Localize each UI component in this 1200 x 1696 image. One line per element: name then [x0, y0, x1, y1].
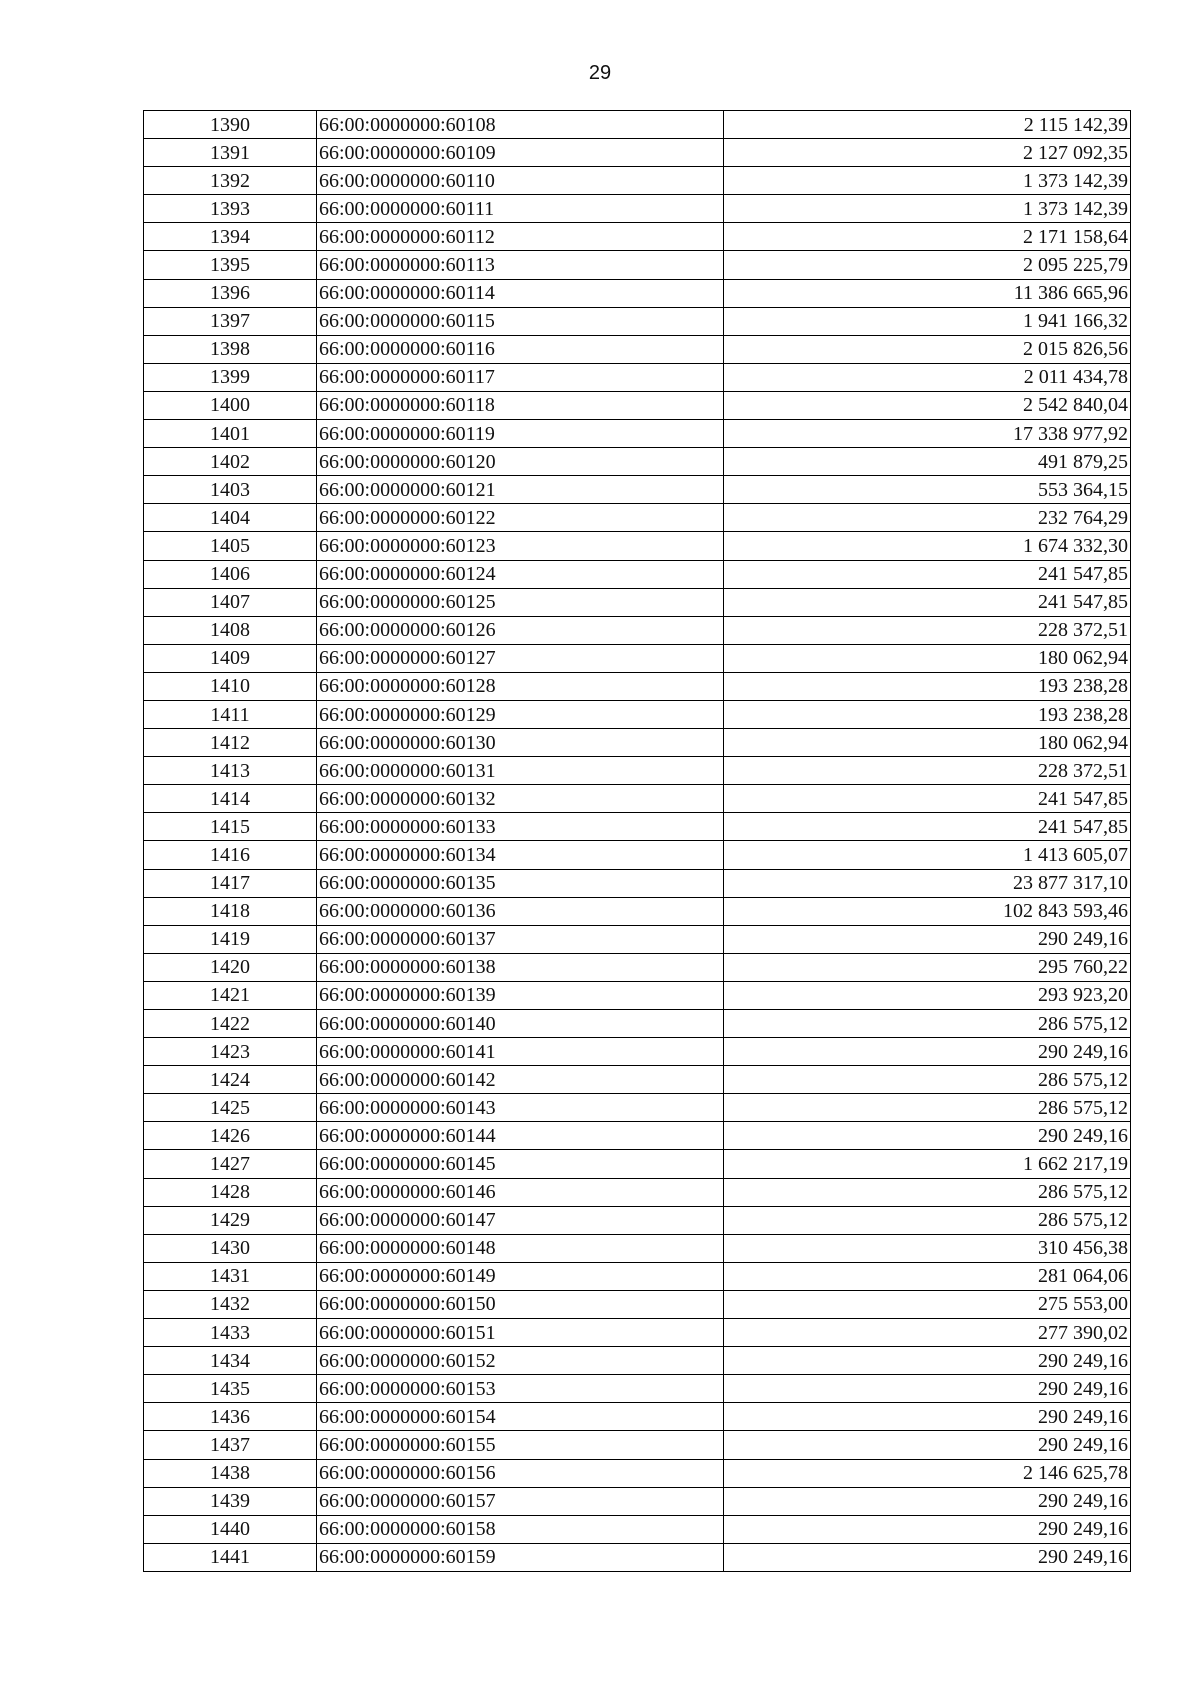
table-row	[144, 925, 1131, 953]
cadastral-value-cell: 310 456,38	[724, 1234, 1131, 1262]
cadastral-number-cell: 66:00:0000000:60151	[317, 1319, 724, 1347]
row-number-cell: 1412	[144, 729, 317, 757]
row-number-cell: 1424	[144, 1066, 317, 1094]
table-body	[144, 111, 1131, 1572]
cadastral-value-cell: 290 249,16	[724, 1375, 1131, 1403]
cadastral-value-cell: 2 015 826,56	[724, 335, 1131, 363]
table-row	[144, 1487, 1131, 1515]
cadastral-number-cell: 66:00:0000000:60131	[317, 757, 724, 785]
table-row	[144, 813, 1131, 841]
cadastral-number-cell: 66:00:0000000:60116	[317, 335, 724, 363]
cadastral-value-cell: 290 249,16	[724, 1543, 1131, 1571]
row-number-cell: 1396	[144, 279, 317, 307]
cadastral-number-cell: 66:00:0000000:60123	[317, 532, 724, 560]
cadastral-value-cell: 277 390,02	[724, 1319, 1131, 1347]
row-number-cell: 1422	[144, 1010, 317, 1038]
cadastral-value-cell: 2 127 092,35	[724, 139, 1131, 167]
row-number-cell: 1427	[144, 1150, 317, 1178]
cadastral-value-cell: 286 575,12	[724, 1206, 1131, 1234]
cadastral-value-cell: 2 146 625,78	[724, 1459, 1131, 1487]
table-row	[144, 167, 1131, 195]
row-number-cell: 1411	[144, 700, 317, 728]
cadastral-number-cell: 66:00:0000000:60135	[317, 869, 724, 897]
table-row	[144, 757, 1131, 785]
cadastral-number-cell: 66:00:0000000:60153	[317, 1375, 724, 1403]
cadastral-value-cell: 1 941 166,32	[724, 307, 1131, 335]
table-row	[144, 1403, 1131, 1431]
row-number-cell: 1405	[144, 532, 317, 560]
table-row	[144, 588, 1131, 616]
cadastral-number-cell: 66:00:0000000:60130	[317, 729, 724, 757]
table-row	[144, 897, 1131, 925]
row-number-cell: 1414	[144, 785, 317, 813]
table-row	[144, 1459, 1131, 1487]
table-row	[144, 139, 1131, 167]
cadastral-value-cell: 23 877 317,10	[724, 869, 1131, 897]
cadastral-number-cell: 66:00:0000000:60119	[317, 420, 724, 448]
cadastral-number-cell: 66:00:0000000:60159	[317, 1543, 724, 1571]
cadastral-number-cell: 66:00:0000000:60157	[317, 1487, 724, 1515]
cadastral-value-cell: 1 413 605,07	[724, 841, 1131, 869]
cadastral-value-cell: 290 249,16	[724, 1487, 1131, 1515]
table-row	[144, 869, 1131, 897]
cadastral-value-cell: 228 372,51	[724, 616, 1131, 644]
cadastral-value-cell: 1 674 332,30	[724, 532, 1131, 560]
cadastral-value-cell: 290 249,16	[724, 1122, 1131, 1150]
cadastral-number-cell: 66:00:0000000:60109	[317, 139, 724, 167]
cadastral-number-cell: 66:00:0000000:60124	[317, 560, 724, 588]
cadastral-value-cell: 193 238,28	[724, 700, 1131, 728]
cadastral-value-cell: 1 662 217,19	[724, 1150, 1131, 1178]
table-row	[144, 448, 1131, 476]
table-row	[144, 1290, 1131, 1318]
cadastral-number-cell: 66:00:0000000:60142	[317, 1066, 724, 1094]
cadastral-number-cell: 66:00:0000000:60154	[317, 1403, 724, 1431]
cadastral-number-cell: 66:00:0000000:60148	[317, 1234, 724, 1262]
cadastral-number-cell: 66:00:0000000:60138	[317, 953, 724, 981]
table-row	[144, 279, 1131, 307]
row-number-cell: 1409	[144, 644, 317, 672]
table-row	[144, 1515, 1131, 1543]
cadastral-value-cell: 1 373 142,39	[724, 195, 1131, 223]
cadastral-value-cell: 1 373 142,39	[724, 167, 1131, 195]
cadastral-number-cell: 66:00:0000000:60141	[317, 1038, 724, 1066]
cadastral-number-cell: 66:00:0000000:60140	[317, 1010, 724, 1038]
row-number-cell: 1415	[144, 813, 317, 841]
row-number-cell: 1402	[144, 448, 317, 476]
table-row	[144, 1347, 1131, 1375]
cadastral-number-cell: 66:00:0000000:60139	[317, 981, 724, 1009]
row-number-cell: 1404	[144, 504, 317, 532]
cadastral-number-cell: 66:00:0000000:60125	[317, 588, 724, 616]
row-number-cell: 1398	[144, 335, 317, 363]
row-number-cell: 1436	[144, 1403, 317, 1431]
cadastral-number-cell: 66:00:0000000:60113	[317, 251, 724, 279]
cadastral-value-cell: 2 011 434,78	[724, 363, 1131, 391]
row-number-cell: 1426	[144, 1122, 317, 1150]
row-number-cell: 1392	[144, 167, 317, 195]
cadastral-table-container	[143, 110, 1131, 1572]
table-row	[144, 1234, 1131, 1262]
cadastral-number-cell: 66:00:0000000:60117	[317, 363, 724, 391]
cadastral-number-cell: 66:00:0000000:60158	[317, 1515, 724, 1543]
row-number-cell: 1393	[144, 195, 317, 223]
row-number-cell: 1431	[144, 1262, 317, 1290]
row-number-cell: 1407	[144, 588, 317, 616]
row-number-cell: 1432	[144, 1290, 317, 1318]
table-row	[144, 251, 1131, 279]
cadastral-number-cell: 66:00:0000000:60137	[317, 925, 724, 953]
cadastral-value-cell: 553 364,15	[724, 476, 1131, 504]
cadastral-value-cell: 2 171 158,64	[724, 223, 1131, 251]
cadastral-number-cell: 66:00:0000000:60147	[317, 1206, 724, 1234]
table-row	[144, 672, 1131, 700]
cadastral-number-cell: 66:00:0000000:60155	[317, 1431, 724, 1459]
row-number-cell: 1403	[144, 476, 317, 504]
table-row	[144, 700, 1131, 728]
row-number-cell: 1394	[144, 223, 317, 251]
cadastral-number-cell: 66:00:0000000:60128	[317, 672, 724, 700]
table-row	[144, 476, 1131, 504]
row-number-cell: 1397	[144, 307, 317, 335]
table-row	[144, 420, 1131, 448]
table-row	[144, 953, 1131, 981]
row-number-cell: 1417	[144, 869, 317, 897]
table-row	[144, 363, 1131, 391]
row-number-cell: 1419	[144, 925, 317, 953]
cadastral-number-cell: 66:00:0000000:60150	[317, 1290, 724, 1318]
row-number-cell: 1425	[144, 1094, 317, 1122]
table-row	[144, 1206, 1131, 1234]
row-number-cell: 1395	[144, 251, 317, 279]
table-row	[144, 223, 1131, 251]
page-number: 29	[588, 62, 612, 84]
cadastral-value-cell: 286 575,12	[724, 1178, 1131, 1206]
table-row	[144, 391, 1131, 419]
table-row	[144, 1375, 1131, 1403]
cadastral-number-cell: 66:00:0000000:60121	[317, 476, 724, 504]
row-number-cell: 1401	[144, 420, 317, 448]
cadastral-number-cell: 66:00:0000000:60145	[317, 1150, 724, 1178]
cadastral-value-table	[143, 110, 1131, 1572]
cadastral-value-cell: 180 062,94	[724, 644, 1131, 672]
cadastral-value-cell: 102 843 593,46	[724, 897, 1131, 925]
row-number-cell: 1408	[144, 616, 317, 644]
cadastral-value-cell: 275 553,00	[724, 1290, 1131, 1318]
cadastral-number-cell: 66:00:0000000:60118	[317, 391, 724, 419]
table-row	[144, 195, 1131, 223]
row-number-cell: 1423	[144, 1038, 317, 1066]
cadastral-number-cell: 66:00:0000000:60120	[317, 448, 724, 476]
row-number-cell: 1400	[144, 391, 317, 419]
cadastral-value-cell: 2 542 840,04	[724, 391, 1131, 419]
row-number-cell: 1439	[144, 1487, 317, 1515]
row-number-cell: 1421	[144, 981, 317, 1009]
cadastral-number-cell: 66:00:0000000:60122	[317, 504, 724, 532]
cadastral-number-cell: 66:00:0000000:60149	[317, 1262, 724, 1290]
cadastral-value-cell: 290 249,16	[724, 1431, 1131, 1459]
cadastral-value-cell: 241 547,85	[724, 785, 1131, 813]
cadastral-value-cell: 290 249,16	[724, 925, 1131, 953]
cadastral-number-cell: 66:00:0000000:60146	[317, 1178, 724, 1206]
cadastral-value-cell: 290 249,16	[724, 1515, 1131, 1543]
table-row	[144, 1010, 1131, 1038]
row-number-cell: 1435	[144, 1375, 317, 1403]
cadastral-value-cell: 17 338 977,92	[724, 420, 1131, 448]
cadastral-number-cell: 66:00:0000000:60108	[317, 111, 724, 139]
cadastral-number-cell: 66:00:0000000:60144	[317, 1122, 724, 1150]
table-row	[144, 1319, 1131, 1347]
table-row	[144, 841, 1131, 869]
cadastral-value-cell: 286 575,12	[724, 1010, 1131, 1038]
row-number-cell: 1434	[144, 1347, 317, 1375]
table-row	[144, 532, 1131, 560]
row-number-cell: 1437	[144, 1431, 317, 1459]
row-number-cell: 1438	[144, 1459, 317, 1487]
cadastral-number-cell: 66:00:0000000:60115	[317, 307, 724, 335]
cadastral-number-cell: 66:00:0000000:60152	[317, 1347, 724, 1375]
table-row	[144, 981, 1131, 1009]
row-number-cell: 1428	[144, 1178, 317, 1206]
table-row	[144, 1178, 1131, 1206]
row-number-cell: 1441	[144, 1543, 317, 1571]
table-row	[144, 1094, 1131, 1122]
table-row	[144, 1262, 1131, 1290]
cadastral-number-cell: 66:00:0000000:60132	[317, 785, 724, 813]
cadastral-value-cell: 232 764,29	[724, 504, 1131, 532]
table-row	[144, 785, 1131, 813]
table-row	[144, 616, 1131, 644]
cadastral-number-cell: 66:00:0000000:60127	[317, 644, 724, 672]
cadastral-value-cell: 241 547,85	[724, 813, 1131, 841]
table-row	[144, 335, 1131, 363]
row-number-cell: 1440	[144, 1515, 317, 1543]
cadastral-value-cell: 290 249,16	[724, 1038, 1131, 1066]
cadastral-number-cell: 66:00:0000000:60156	[317, 1459, 724, 1487]
cadastral-number-cell: 66:00:0000000:60134	[317, 841, 724, 869]
table-row	[144, 1122, 1131, 1150]
table-row	[144, 1431, 1131, 1459]
cadastral-value-cell: 193 238,28	[724, 672, 1131, 700]
table-row	[144, 111, 1131, 139]
table-row	[144, 560, 1131, 588]
table-row	[144, 1543, 1131, 1571]
cadastral-value-cell: 293 923,20	[724, 981, 1131, 1009]
row-number-cell: 1391	[144, 139, 317, 167]
cadastral-number-cell: 66:00:0000000:60129	[317, 700, 724, 728]
row-number-cell: 1410	[144, 672, 317, 700]
table-row	[144, 307, 1131, 335]
table-row	[144, 504, 1131, 532]
cadastral-value-cell: 286 575,12	[724, 1066, 1131, 1094]
row-number-cell: 1399	[144, 363, 317, 391]
cadastral-value-cell: 241 547,85	[724, 588, 1131, 616]
row-number-cell: 1416	[144, 841, 317, 869]
row-number-cell: 1429	[144, 1206, 317, 1234]
cadastral-value-cell: 2 095 225,79	[724, 251, 1131, 279]
table-row	[144, 1066, 1131, 1094]
row-number-cell: 1418	[144, 897, 317, 925]
cadastral-value-cell: 295 760,22	[724, 953, 1131, 981]
row-number-cell: 1390	[144, 111, 317, 139]
cadastral-number-cell: 66:00:0000000:60114	[317, 279, 724, 307]
table-row	[144, 1038, 1131, 1066]
cadastral-value-cell: 180 062,94	[724, 729, 1131, 757]
table-row	[144, 729, 1131, 757]
cadastral-number-cell: 66:00:0000000:60136	[317, 897, 724, 925]
cadastral-value-cell: 241 547,85	[724, 560, 1131, 588]
row-number-cell: 1406	[144, 560, 317, 588]
cadastral-value-cell: 491 879,25	[724, 448, 1131, 476]
table-row	[144, 644, 1131, 672]
cadastral-value-cell: 290 249,16	[724, 1403, 1131, 1431]
cadastral-value-cell: 281 064,06	[724, 1262, 1131, 1290]
table-row	[144, 1150, 1131, 1178]
cadastral-value-cell: 11 386 665,96	[724, 279, 1131, 307]
cadastral-number-cell: 66:00:0000000:60143	[317, 1094, 724, 1122]
row-number-cell: 1433	[144, 1319, 317, 1347]
row-number-cell: 1420	[144, 953, 317, 981]
cadastral-number-cell: 66:00:0000000:60111	[317, 195, 724, 223]
cadastral-number-cell: 66:00:0000000:60110	[317, 167, 724, 195]
row-number-cell: 1430	[144, 1234, 317, 1262]
cadastral-number-cell: 66:00:0000000:60112	[317, 223, 724, 251]
cadastral-number-cell: 66:00:0000000:60126	[317, 616, 724, 644]
cadastral-value-cell: 228 372,51	[724, 757, 1131, 785]
cadastral-value-cell: 290 249,16	[724, 1347, 1131, 1375]
cadastral-number-cell: 66:00:0000000:60133	[317, 813, 724, 841]
cadastral-value-cell: 2 115 142,39	[724, 111, 1131, 139]
cadastral-value-cell: 286 575,12	[724, 1094, 1131, 1122]
row-number-cell: 1413	[144, 757, 317, 785]
